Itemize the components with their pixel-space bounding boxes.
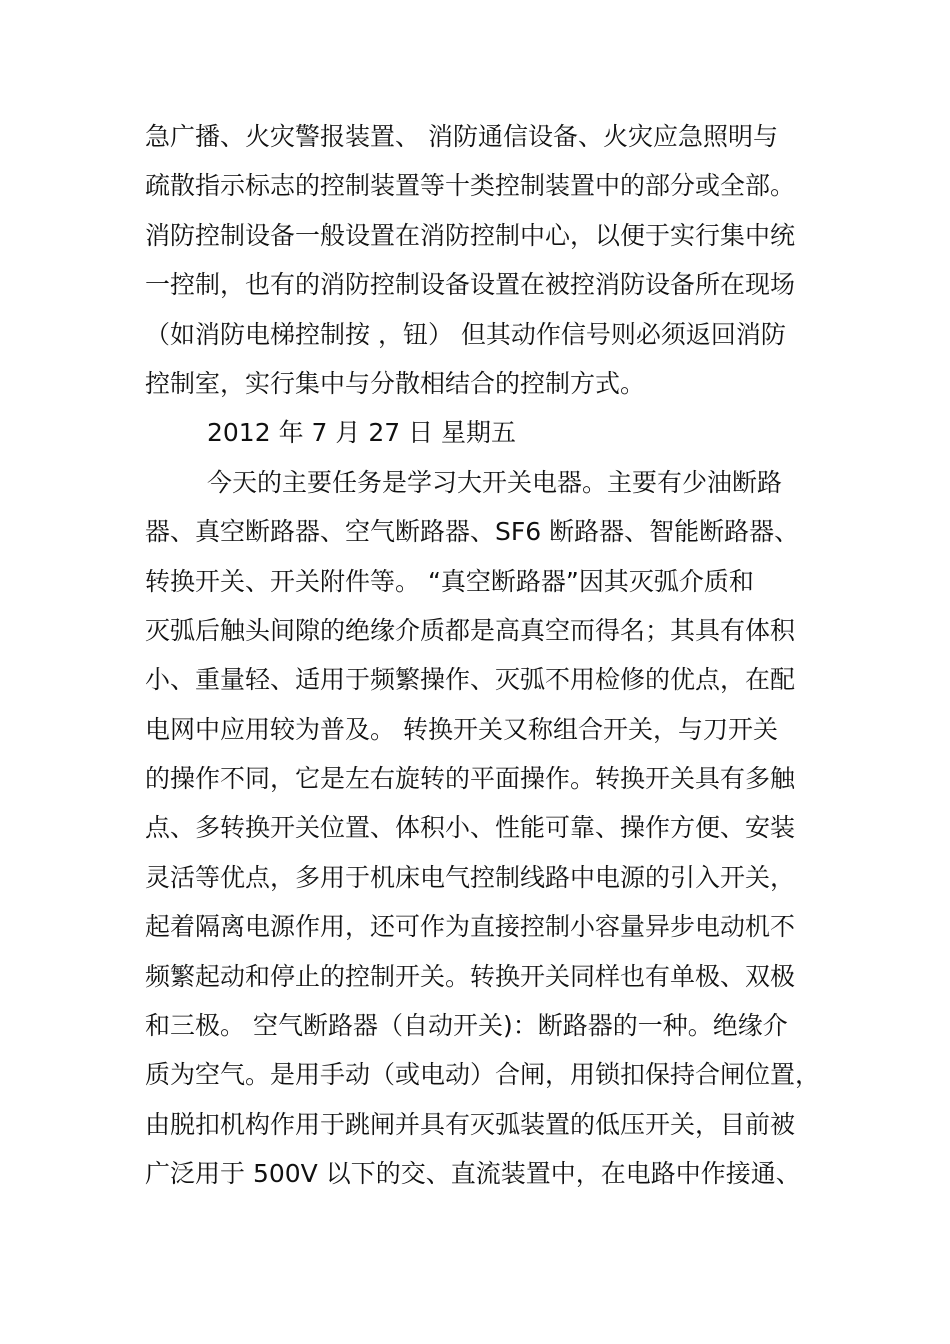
text-line: 频繁起动和停止的控制开关。转换开关同样也有单极、双极	[145, 961, 796, 991]
document-body	[145, 112, 835, 1199]
text-line: 控制室，实行集中与分散相结合的控制方式。	[145, 368, 646, 398]
text-line: 疏散指示标志的控制装置等十类控制装置中的部分或全部。	[145, 171, 796, 201]
date-line: 2012 年 7 月 27 日 星期五	[207, 418, 517, 448]
text-line: 转换开关、开关附件等。 “真空断路器”因其灭弧介质和	[145, 566, 754, 596]
text-line: 广泛用于 500V 以下的交、直流装置中，在电路中作接通、	[145, 1159, 801, 1189]
text-line: 质为空气。是用手动（或电动）合闸，用锁扣保持合闸位置，	[145, 1060, 821, 1090]
text-line: 灵活等优点，多用于机床电气控制线路中电源的引入开关，	[145, 862, 796, 892]
text-line: 的操作不同，它是左右旋转的平面操作。转换开关具有多触	[145, 764, 796, 794]
text-line: 小、重量轻、适用于频繁操作、灭弧不用检修的优点，在配	[145, 665, 796, 695]
text-line: 一控制，也有的消防控制设备设置在被控消防设备所在现场	[145, 270, 796, 300]
text-line: 急广播、火灾警报装置、 消防通信设备、火灾应急照明与	[145, 122, 778, 151]
text-line: 点、多转换开关位置、体积小、性能可靠、操作方便、安装	[145, 813, 796, 843]
text-line: 起着隔离电源作用，还可作为直接控制小容量异步电动机不	[145, 912, 796, 942]
text-line: 消防控制设备一般设置在消防控制中心，以便于实行集中统	[145, 220, 796, 250]
text-line: 电网中应用较为普及。 转换开关又称组合开关，与刀开关	[145, 714, 778, 744]
text-line: 灭弧后触头间隙的绝缘介质都是高真空而得名；其具有体积	[145, 615, 796, 645]
text-line: 器、真空断路器、空气断路器、SF6 断路器、智能断路器、	[145, 517, 800, 547]
text-line: 和三极。 空气断路器（自动开关)：断路器的一种。绝缘介	[145, 1011, 788, 1041]
text-line: 今天的主要任务是学习大开关电器。主要有少油断路	[207, 467, 783, 497]
text-line: （如消防电梯控制按 ，钮） 但其动作信号则必须返回消防	[145, 319, 786, 349]
text-line: 由脱扣机构作用于跳闸并具有灭弧装置的低压开关，目前被	[145, 1109, 796, 1139]
